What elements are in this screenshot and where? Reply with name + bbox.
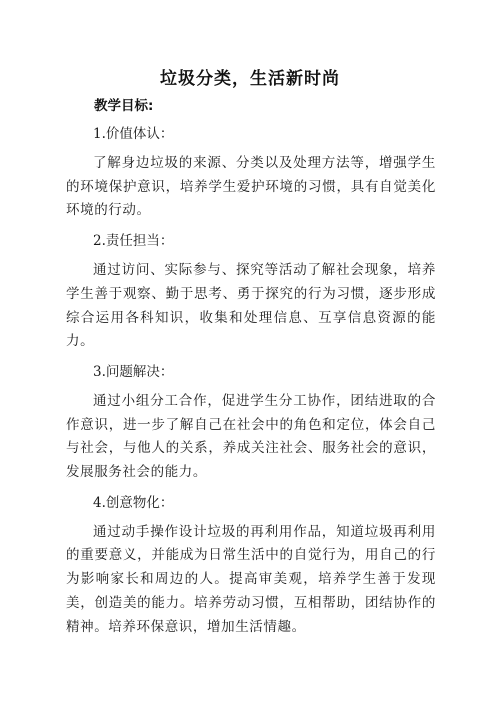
section-heading: 1.价值体认： bbox=[93, 126, 174, 142]
document-title: 垃圾分类，生活新时尚 bbox=[160, 69, 340, 89]
section-heading: 3.问题解决： bbox=[93, 363, 174, 380]
section-responsibility bbox=[66, 229, 436, 354]
section-heading: 4.创意物化： bbox=[93, 494, 174, 511]
teaching-goals-heading: 教学目标: bbox=[94, 98, 154, 114]
section-paragraph: 通过访问、实际参与、探究等活动了解社会现象，培养学生善于观察、勤于思考、勇于探究的行为习惯，逐步形成综合运用各科知识，收集和处理信息、互享信息资源的能力。 bbox=[66, 262, 436, 350]
section-value-recognition bbox=[66, 122, 436, 223]
section-paragraph: 通过动手操作设计垃圾的再利用作品，知道垃圾再利用的重要意义，并能成为日常生活中的自觉行为，用自己的行为影响家长和周边的人。提高审美观，培养学生善于发现美，创造美的能力。培养劳动习惯，互相帮助，团结协作的精神。培养环保意识，增加生活情趣。 bbox=[66, 523, 436, 635]
section-problem-solving bbox=[66, 360, 436, 485]
section-creative-making bbox=[66, 491, 436, 640]
section-paragraph: 通过小组分工合作，促进学生分工协作，团结进取的合作意识，进一步了解自己在社会中的角色和定位，体会自己与社会，与他人的关系，养成关注社会、服务社会的意识，发展服务社会的能力。 bbox=[66, 392, 436, 481]
document-content bbox=[66, 116, 436, 643]
section-heading: 2.责任担当： bbox=[93, 233, 174, 250]
section-paragraph: 了解身边垃圾的来源、分类以及处理方法等，增强学生的环境保护意识，培养学生爱护环境的习惯，具有自觉美化环境的行动。 bbox=[66, 155, 436, 219]
